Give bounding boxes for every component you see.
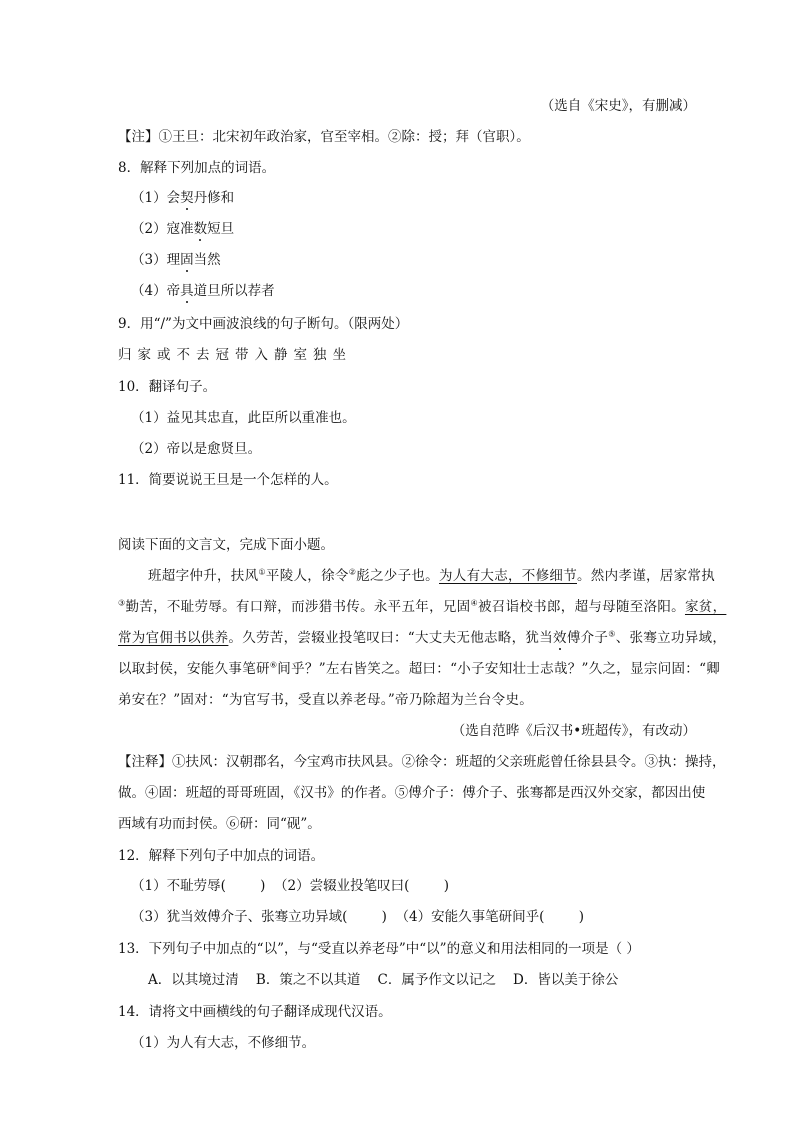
q12-row-1: （1）不耻劳辱( ) （2）尝辍业投笔叹曰( ): [131, 878, 449, 894]
q8-item-4: （4）帝具道旦所以荐者: [131, 283, 275, 299]
note-2-line-2: 做。④固：班超的哥哥班固，《汉书》的作者。⑤傅介子：傅介子、张骞都是西汉外交家，都因出使: [118, 785, 706, 801]
q11-title: 11．简要说说王旦是一个怎样的人。: [118, 472, 338, 488]
reading-intro: 阅读下面的文言文，完成下面小题。: [118, 537, 334, 553]
note-2-line-3: 西域有功而封侯。⑥研：同“砚”。: [118, 816, 321, 832]
q10-item-1: （1）益见其忠直，此臣所以重准也。: [131, 410, 356, 426]
q9-title: 9．用“/”为文中画波浪线的句子断句。（限两处）: [118, 316, 409, 332]
passage-line-5: 弟安在？”固对：“为官写书，受直以养老母。”帝乃除超为兰台令史。: [118, 692, 534, 708]
source-2: （选自范晔《后汉书•班超传》，有改动）: [451, 723, 696, 739]
q12-row-2: （3）犹当效傅介子、张骞立功异域( ) （4）安能久事笔研间乎( ): [131, 909, 584, 925]
q13-title: 13．下列句子中加点的“以”，与“受直以养老母”中“以”的意义和用法相同的一项是（ ）: [118, 941, 640, 957]
note-2-line-1: 【注释】①扶风：汉朝郡名，今宝鸡市扶风县。②徐令：班超的父亲班彪曾任徐县县令。③执：操持，: [118, 754, 726, 770]
passage-line-1: 班超字仲升，扶风①平陵人，徐令②彪之少子也。为人有大志，不修细节。然内孝谨，居家常执: [148, 567, 715, 584]
passage-line-4: 以取封侯，安能久事笔研⑥间乎？”左右皆笑之。超曰：“小子安知壮士志哉？”久之，显宗问固：“卿: [118, 660, 721, 677]
q9-sentence: 归家或不去冠带入静室独坐: [118, 347, 352, 363]
q12-title: 12．解释下列句子中加点的词语。: [118, 848, 325, 864]
q14-title: 14．请将文中画横线的句子翻译成现代汉语。: [118, 1004, 392, 1020]
passage-line-2: ③勤苦，不耻劳辱。有口辩，而涉猎书传。永平五年，兄固④被召诣校书郎，超与母随至洛阳。家贫，: [118, 598, 727, 615]
source-1: （选自《宋史》，有删减）: [540, 98, 696, 114]
q13-options: A．以其境过清 B．策之不以其道 C．属予作文以记之 D．皆以美于徐公: [148, 972, 619, 988]
note-1: 【注】①王旦：北宋初年政治家，官至宰相。②除：授；拜（官职）。: [118, 129, 530, 145]
q8-item-3: （3）理固当然: [131, 252, 221, 268]
q8-item-1: （1）会契丹修和: [131, 190, 235, 206]
q8-title: 8．解释下列加点的词语。: [118, 160, 276, 176]
passage-line-3: 常为官佣书以供养。久劳苦，尝辍业投笔叹曰：“大丈夫无他志略，犹当效傅介子⑤、张骞立功异域，: [118, 629, 727, 646]
q14-item-1: （1）为人有大志，不修细节。: [131, 1035, 316, 1051]
q10-title: 10．翻译句子。: [118, 379, 217, 395]
q8-item-2: （2）寇准数短旦: [131, 221, 235, 237]
q10-item-2: （2）帝以是愈贤旦。: [131, 441, 262, 457]
